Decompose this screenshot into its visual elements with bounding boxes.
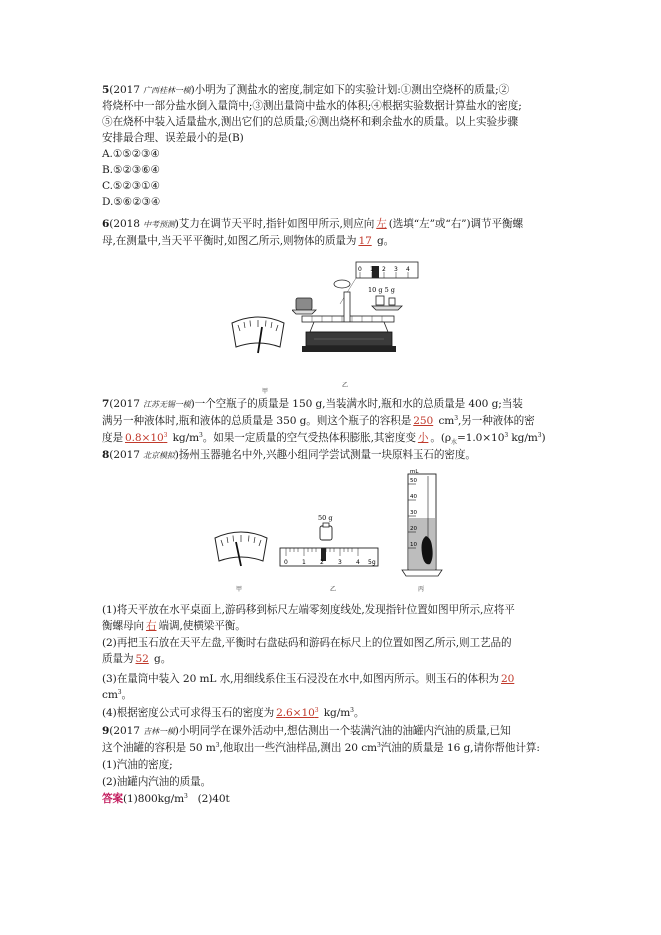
q7-line3 — [102, 432, 572, 447]
q8-p3-text-b: cm — [102, 689, 118, 701]
q7-text3e: =1.0×10 — [456, 432, 505, 444]
q6-text1a: )艾力在调节天平时,指针如图甲所示,则应向 — [174, 218, 375, 230]
q7-answer-density — [123, 432, 169, 444]
q7-text3b: kg/m — [169, 432, 200, 444]
q8-p4-text-a: (4)根据密度公式可求得玉石的密度为 — [102, 707, 275, 719]
q9-exp-c: 3 — [184, 793, 188, 800]
q6-source: 中考预测 — [143, 220, 175, 229]
q7-exp-a: 3 — [454, 415, 458, 422]
q6-text2b: g。 — [373, 235, 395, 247]
q9-line2 — [102, 742, 572, 754]
q8-exp-b: 3 — [314, 707, 319, 714]
q7-text2c: ,另一种液体的密 — [457, 415, 535, 427]
q5-option-c: C.⑤②③①④ — [102, 180, 160, 192]
q8-part1-line1: (1)将天平放在水平桌面上,游码移到标尺左端零刻度线处,发现指针位置如图甲所示,应将平 — [102, 604, 515, 616]
q9-answer-text: (1)800kg/m — [123, 793, 185, 805]
q8-caption-bing: 丙 — [418, 586, 425, 593]
q7-answer-volume: 250 — [413, 415, 434, 427]
q5-number: 5 — [102, 84, 110, 96]
q7-text3a: 度是 — [102, 432, 123, 444]
q5-option-b: B.⑤②③⑥④ — [102, 164, 160, 176]
q6-line1 — [102, 218, 572, 231]
q9-answer-label: 答案 — [102, 793, 123, 805]
q8-src-prefix: (2017 — [109, 449, 144, 461]
q9-answer — [102, 793, 572, 805]
q5-source: 广西桂林一模 — [143, 86, 191, 95]
q7-line1 — [102, 398, 572, 411]
q8-p2-text-b: 质量为 — [102, 653, 134, 665]
q8-ruler-5: 5g — [368, 559, 376, 566]
q5-option-d: D.⑤⑥②③④ — [102, 196, 161, 208]
q7-text3c: 。如果一定质量的空气受热体积膨胀,其密度变 — [202, 432, 416, 444]
q9-answer-text2: (2)40t — [187, 793, 230, 805]
q7-answer-change: 小 — [417, 432, 429, 444]
q8-exp-a: 3 — [117, 689, 122, 696]
q8-p4-text-c: 。 — [353, 707, 365, 719]
q9-part1: (1)汽油的密度; — [102, 759, 173, 771]
q8-cyl-20: 20 — [410, 526, 417, 532]
q7-answer-density-value: 0.8×10 — [125, 432, 164, 444]
q8-cyl-10: 10 — [410, 542, 417, 548]
q6-ruler-0: 0 — [358, 266, 362, 273]
q7-text2b: cm — [435, 415, 455, 427]
q8-ruler-2: 2 — [320, 559, 324, 566]
q7-exp-e: 3 — [537, 432, 542, 439]
q6-answer-direction: 左 — [376, 218, 387, 230]
q7-exp-d: 3 — [504, 432, 509, 439]
q8-caption-jia: 甲 — [236, 586, 243, 593]
q6-weights-label: 10 g 5 g — [368, 286, 395, 294]
q8-part4 — [102, 707, 572, 719]
q7-sub-water: 水 — [451, 439, 457, 447]
q8-ruler-4: 4 — [356, 559, 360, 566]
q9-text2c: 汽油的质量是 16 g,请你帮他计算: — [380, 742, 540, 754]
q8-line1 — [102, 449, 572, 462]
q7-text1: )一个空瓶子的质量是 150 g,当装满水时,瓶和水的总质量是 400 g;当装 — [190, 398, 523, 410]
q7-text3f: kg/m — [508, 432, 538, 444]
q8-part2-line1: (2)再把玉石放在天平左盘,平衡时右盘砝码和游码在标尺上的位置如图乙所示,则工艺品的 — [102, 637, 512, 649]
q8-cyl-unit: mL — [410, 469, 419, 475]
q9-text2a: 这个油罐的容积是 50 m — [102, 742, 216, 754]
q6-src-prefix: (2018 — [109, 218, 144, 230]
q9-src-prefix: (2017 — [109, 725, 144, 737]
q9-number: 9 — [102, 725, 110, 737]
q8-part2-line2 — [102, 653, 572, 665]
q7-source: 江苏无锡一模 — [143, 400, 191, 409]
q8-cyl-50: 50 — [410, 478, 417, 484]
q8-p3-text-a: (3)在量筒中装入 20 mL 水,用细线系住玉石浸没在水中,如图丙所示。则玉石的体积为 — [102, 673, 500, 685]
q7-exp-c: 3 — [199, 432, 203, 439]
q9-source: 吉林一模 — [143, 727, 175, 736]
q9-line1 — [102, 725, 572, 738]
q6-caption-yi: 乙 — [342, 382, 349, 389]
q6-ruler-2: 2 — [382, 266, 386, 273]
q8-cyl-30: 30 — [410, 510, 417, 516]
q8-p1-text-c: 端调,使横梁平衡。 — [158, 620, 246, 632]
q8-dial-figure — [212, 528, 270, 568]
q8-cylinder-figure — [398, 466, 448, 578]
q8-part1-line2 — [102, 620, 572, 632]
q8-ruler-0: 0 — [284, 559, 288, 566]
q9-exp-b: 3 — [377, 742, 381, 749]
q8-part3-line2 — [102, 689, 572, 701]
q5-line1 — [102, 84, 572, 97]
q5-line3: ⑤在烧杯中装入适量盐水,测出它们的总质量;⑥测出烧杯和剩余盐水的质量。以上实验步骤 — [102, 116, 518, 128]
q8-exp-c: 3 — [350, 707, 354, 714]
q8-weight-label: 50 g — [318, 514, 333, 522]
q6-dial-figure — [228, 313, 288, 355]
q7-text3g: ) — [541, 432, 546, 444]
q5-text1: )小明为了测盐水的密度,制定如下的实验计划:①测出空烧杯的质量;② — [190, 84, 510, 96]
q8-number: 8 — [102, 449, 110, 461]
q7-src-prefix: (2017 — [109, 398, 144, 410]
q8-source: 北京模拟 — [143, 451, 175, 460]
q9-text1: )小明同学在课外活动中,想估测出一个装满汽油的油罐内汽油的质量,已知 — [174, 725, 511, 737]
q5-line2: 将烧杯中一部分盐水倒入量筒中;③测出量筒中盐水的体积;④根据实验数据计算盐水的密度; — [102, 100, 522, 112]
q6-number: 6 — [102, 218, 110, 230]
q6-ruler-1: 1 — [370, 266, 374, 273]
q7-number: 7 — [102, 398, 110, 410]
q8-p1-answer: 右 — [145, 620, 157, 632]
q5-line4: 安排最合理、误差最小的是(B) — [102, 132, 244, 144]
q8-p4-answer — [274, 707, 320, 719]
q6-text2a: 母,在测量中,当天平平衡时,如图乙所示,则物体的质量为 — [102, 235, 357, 247]
q6-ruler-3: 3 — [394, 266, 398, 273]
q8-cyl-40: 40 — [410, 494, 417, 500]
q7-text3d: 。(ρ — [430, 432, 452, 444]
q9-part2: (2)油罐内汽油的质量。 — [102, 776, 212, 788]
q9-exp-a: 3 — [215, 742, 220, 749]
q6-answer-mass: 17 — [358, 235, 372, 247]
q7-line2 — [102, 415, 572, 427]
q6-line2 — [102, 235, 572, 247]
q8-p3-text-c: 。 — [121, 689, 132, 701]
q8-p4-text-b: kg/m — [320, 707, 351, 719]
q5-src-prefix: (2017 — [109, 84, 144, 96]
q6-ruler-4: 4 — [406, 266, 410, 273]
q8-p2-text-c: g。 — [150, 653, 172, 665]
q8-p2-answer: 52 — [135, 653, 149, 665]
q8-ruler-figure — [278, 510, 380, 570]
q6-caption-jia: 甲 — [262, 388, 269, 395]
q8-p1-text-b: 衡螺母向 — [102, 620, 144, 632]
q8-p3-answer: 20 — [501, 673, 515, 685]
q5-option-a: A.①⑤②③④ — [102, 148, 160, 160]
q9-text2b: ,他取出一些汽油样品,测出 20 cm — [219, 742, 377, 754]
q7-exp-b: 3 — [163, 432, 168, 439]
q8-ruler-1: 1 — [302, 559, 306, 566]
q6-balance-figure — [292, 258, 422, 364]
q7-text2a: 满另一种液体时,瓶和液体的总质量是 350 g。则这个瓶子的容积是 — [102, 415, 412, 427]
q6-text1b: (选填“左”或“右”)调节平衡螺 — [388, 218, 524, 230]
q8-caption-yi: 乙 — [330, 586, 337, 593]
q8-part3-line1 — [102, 673, 572, 685]
q8-text1: )扬州玉器驰名中外,兴趣小组同学尝试测量一块原料玉石的密度。 — [174, 449, 476, 461]
q8-ruler-3: 3 — [338, 559, 342, 566]
q8-p4-answer-value: 2.6×10 — [276, 707, 315, 719]
